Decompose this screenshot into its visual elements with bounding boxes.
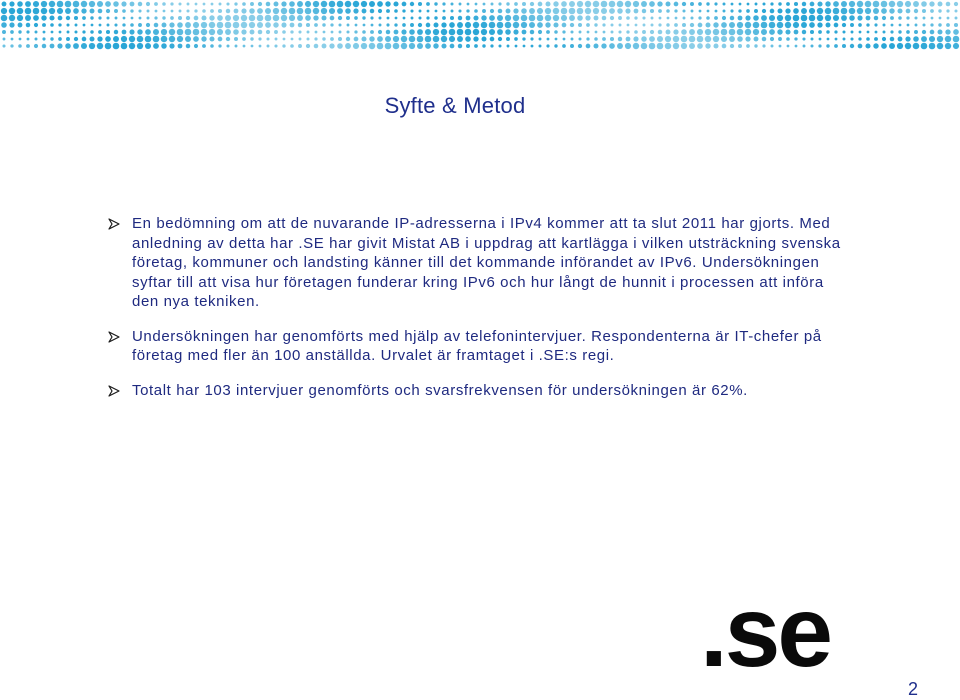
se-logo: .se xyxy=(700,576,831,688)
bullet-item xyxy=(108,381,848,401)
bullet-list xyxy=(108,214,848,415)
header-dot-pattern xyxy=(0,0,960,54)
bullet-text: Undersökningen har genomförts med hjälp av telefonintervjuer. Respondenterna är IT-chefer på företag med fler än 100 anställda. Urvalet är framtaget i .SE:s regi. xyxy=(132,327,822,364)
arrow-bullet-icon xyxy=(108,331,120,343)
slide-title: Syfte & Metod xyxy=(384,93,526,118)
bullet-item xyxy=(108,214,848,312)
bullet-item xyxy=(108,327,848,366)
bullet-text: En bedömning om att de nuvarande IP-adresserna i IPv4 kommer att ta slut 2011 har gjorts. Med anledning av detta har .SE har givit Mistat AB i uppdrag att kartlägga i vilken utsträckning svenska företag, kommuner och landsting känner till det kommande införandet av IPv6. Undersökningen syftar till att visa hur företagen funderar kring IPv6 och hur långt de hunnit i processen att införa den nya tekniken. xyxy=(132,215,841,310)
bullet-text: Totalt har 103 intervjuer genomförts och svarsfrekvensen för undersökningen är 62%. xyxy=(132,381,748,399)
dot-pattern-graphic xyxy=(0,0,960,54)
arrow-bullet-icon xyxy=(108,385,120,397)
page-number: 2 xyxy=(907,679,918,699)
arrow-bullet-icon xyxy=(108,218,120,230)
